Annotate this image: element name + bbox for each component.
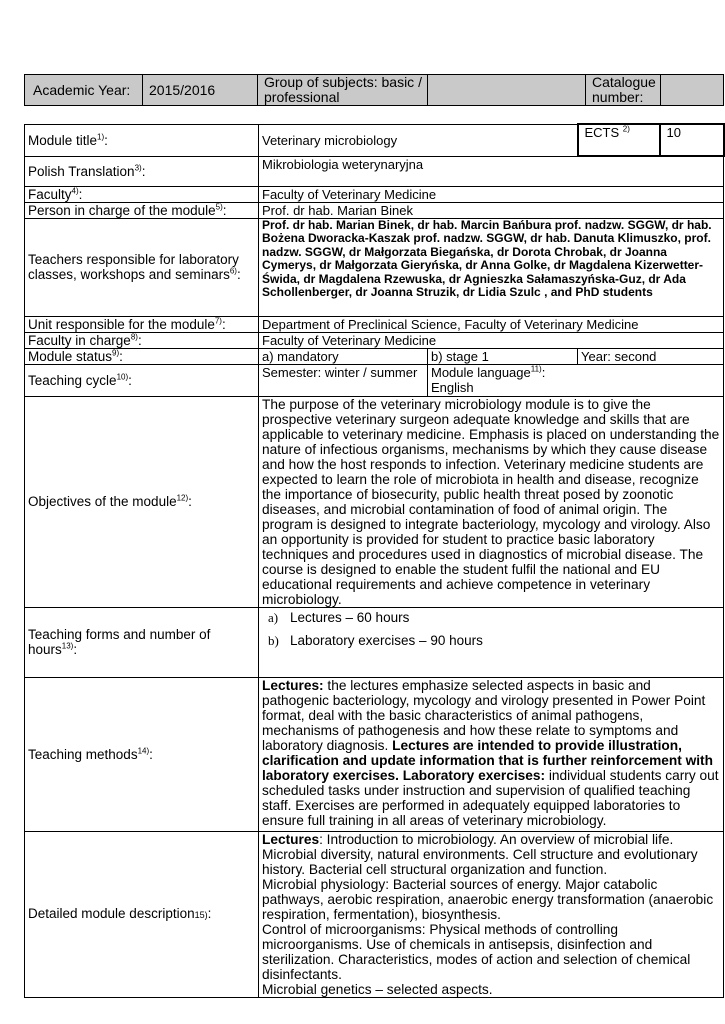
faculty-in-charge-label: Faculty in charge$^{8)}$: [25, 332, 259, 348]
faculty-in-charge-value: Faculty of Veterinary Medicine [259, 332, 724, 348]
detailed-description-row [25, 831, 724, 997]
objectives-label: Objectives of the module$^{12)}$: [25, 396, 259, 607]
academic-year-label: Academic Year: [25, 75, 143, 106]
teachers-row [25, 218, 724, 316]
teaching-form-item: b) Laboratory exercises – 90 hours [268, 632, 483, 648]
faculty-row [25, 186, 724, 202]
stage-value: b) stage 1 [428, 348, 578, 364]
teaching-forms-label: Teaching forms and number of hours$^{13)}$: [25, 607, 259, 677]
teaching-methods-label: Teaching methods$^{14)}$: [25, 677, 259, 831]
catalogue-number-value [661, 75, 724, 106]
teaching-forms-row [25, 607, 724, 677]
module-table [24, 123, 725, 998]
catalogue-number-label: Catalogue number: [586, 75, 661, 106]
faculty-value: Faculty of Veterinary Medicine [259, 186, 724, 202]
academic-year-value: 2015/2016 [143, 75, 258, 106]
teaching-form-item: a) Lectures – 60 hours [268, 609, 410, 625]
objectives-row [25, 396, 724, 607]
teachers-label: Teachers responsible for laboratory classes, workshops and seminars$^{6)}$: [25, 218, 259, 316]
unit-label: Unit responsible for the module$^{7)}$: [25, 316, 259, 332]
polish-translation-value: Mikrobiologia weterynaryjna [259, 156, 724, 186]
faculty-in-charge-row [25, 332, 724, 348]
ects-value: 10 [660, 124, 724, 156]
detailed-description-value: Lectures: Introduction to microbiology. An overview of microbial life. Microbial diversity, natural environments. Cell structure and evolutionary history. Bacterial cell structural organization and function. Microbial physiology: Bacterial sources of energy. Major catabolic pathways, aerobic respiration, anaerobic energy transformation (anaerobic respiration, fermentation), biosynthesis. Control of microorganisms: Physical methods of controlling microorganisms. Use of chemicals in antisepsis, disinfection and sterilization. Characteristics, modes of action and selection of chemical disinfectants. Microbial genetics – selected aspects. [259, 831, 724, 997]
unit-value: Department of Preclinical Science, Faculty of Veterinary Medicine [259, 316, 724, 332]
person-in-charge-value: Prof. dr hab. Marian Binek [259, 202, 724, 218]
objectives-value: The purpose of the veterinary microbiology module is to give the prospective veterinary surgeon adequate knowledge and skills that are applicable to veterinary medicine. Emphasis is placed on understanding the nature of infectious organisms, mechanisms by which they cause disease and how the host responds to infection. Veterinary medicine students are expected to learn the role of microbiota in health and disease, recognize the importance of biosecurity, public health threat posed by zoonotic diseases, and microbial contamination of food of animal origin. The program is designed to integrate bacteriology, mycology and virology. Also an opportunity is provided for student to practice basic laboratory techniques and procedures used in diagnostics of microbial disease. The course is designed to enable the student fulfil the national and EU educational requirements and achieve competence in veterinary microbiology. [259, 396, 724, 607]
ects-label: ECTS $^{2)}$ [578, 124, 660, 156]
module-status-row [25, 348, 724, 364]
teaching-cycle-row [25, 364, 724, 396]
module-title-label: Module title$^{1)}$: [25, 124, 259, 156]
module-language-cell [428, 364, 724, 396]
module-title-value: Veterinary microbiology [259, 124, 578, 156]
module-language-label: Module language$^{11)}$: [431, 364, 546, 380]
polish-translation-row [25, 156, 724, 186]
module-status-label: Module status$^{9)}$: [25, 348, 259, 364]
year-value: Year: second [578, 348, 724, 364]
teaching-methods-row [25, 677, 724, 831]
group-of-subjects-value [428, 75, 586, 106]
module-title-row [25, 124, 724, 156]
teachers-value: Prof. dr hab. Marian Binek, dr hab. Marcin Bańbura prof. nadzw. SGGW, dr hab. Bożena Dworacka-Kaszak prof. nadzw. SGGW, dr hab. Danuta Klimuszko, prof. nadzw. SGGW, dr Małgorzata Biegańska, dr Dorota Chrobak, dr Joanna Cymerys, dr Małgorzata Gieryńska, dr Anna Golke, dr Magdalena Kizerwetter-Świda, dr Magdalena Rzewuska, dr Agnieszka Sałamaszyńska-Guz, dr Ada Schollenberger, dr Joanna Struzik, dr Lidia Szulc , and PhD students [259, 218, 724, 316]
teaching-methods-value: Lectures: the lectures emphasize selected aspects in basic and pathogenic bacteriology, mycology and virology presented in Power Point format, deal with the basic characteristics of animal pathogens, mechanisms of pathogenesis and how these relate to symptoms and laboratory diagnosis. Lectures are intended to provide illustration, clarification and update information that is further reinforcement with laboratory exercises. Laboratory exercises: individual students carry out scheduled tasks under instruction and supervision of qualified teaching staff. Exercises are performed in adequately equipped laboratories to ensure full training in all areas of veterinary microbiology. [259, 677, 724, 831]
teaching-cycle-label: Teaching cycle$^{10)}$: [25, 364, 259, 396]
faculty-label: Faculty$^{4)}$: [25, 186, 259, 202]
detailed-description-label: Detailed module description15): [25, 831, 259, 997]
module-language-value: English [431, 379, 474, 395]
module-status-value: a) mandatory [259, 348, 428, 364]
teaching-forms-value [259, 607, 724, 677]
semester-value: Semester: winter / summer [259, 364, 428, 396]
group-of-subjects-label: Group of subjects: basic / professional [258, 75, 428, 106]
polish-translation-label: Polish Translation$^{3)}$: [25, 156, 259, 186]
unit-row [25, 316, 724, 332]
person-in-charge-row [25, 202, 724, 218]
person-in-charge-label: Person in charge of the module$^{5)}$: [25, 202, 259, 218]
header-table [24, 74, 724, 106]
